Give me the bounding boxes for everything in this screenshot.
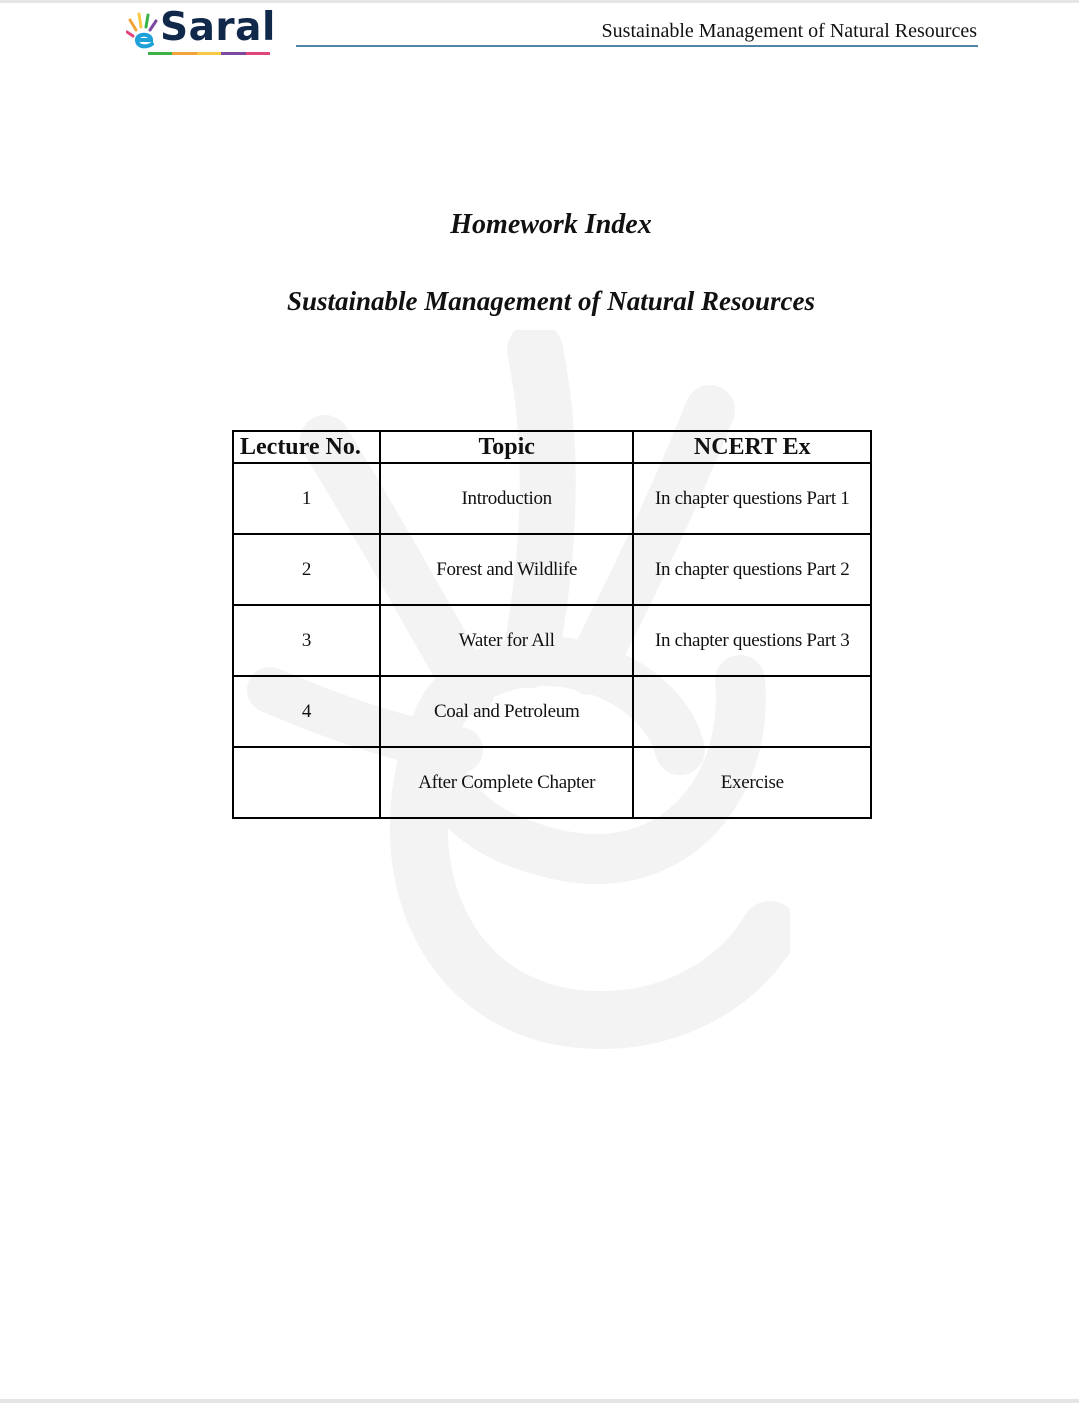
logo-wordmark: Saral (160, 5, 276, 50)
cell-ncert: In chapter questions Part 1 (633, 463, 871, 534)
cell-ncert: In chapter questions Part 3 (633, 605, 871, 676)
cell-lecture: 2 (233, 534, 380, 605)
table-row (233, 605, 871, 676)
cell-lecture (233, 747, 380, 818)
page-top-edge (0, 0, 1079, 3)
cell-topic: After Complete Chapter (380, 747, 634, 818)
cell-ncert (633, 676, 871, 747)
document-subtitle: Sustainable Management of Natural Resources (286, 286, 816, 316)
cell-topic: Water for All (380, 605, 634, 676)
table-row (233, 534, 871, 605)
header-ncert-ex: NCERT Ex (633, 431, 871, 463)
hand-e-logo-icon (126, 8, 162, 50)
table-row (233, 676, 871, 747)
table-row (233, 747, 871, 818)
table-header-row (233, 431, 871, 463)
header-topic: Topic (380, 431, 634, 463)
header-chapter-title: Sustainable Management of Natural Resources (601, 20, 977, 42)
cell-topic: Introduction (380, 463, 634, 534)
cell-lecture: 4 (233, 676, 380, 747)
header-lecture-no: Lecture No. (233, 431, 380, 463)
homework-index-table (232, 430, 872, 819)
cell-lecture: 1 (233, 463, 380, 534)
cell-topic: Coal and Petroleum (380, 676, 634, 747)
cell-ncert: In chapter questions Part 2 (633, 534, 871, 605)
cell-ncert: Exercise (633, 747, 871, 818)
esaral-logo (126, 5, 276, 52)
logo-color-stripe (148, 52, 270, 55)
table-row (233, 463, 871, 534)
page-bottom-edge (0, 1399, 1079, 1403)
cell-lecture: 3 (233, 605, 380, 676)
cell-topic: Forest and Wildlife (380, 534, 634, 605)
header-rule (296, 45, 978, 47)
document-title: Homework Index (450, 209, 652, 240)
